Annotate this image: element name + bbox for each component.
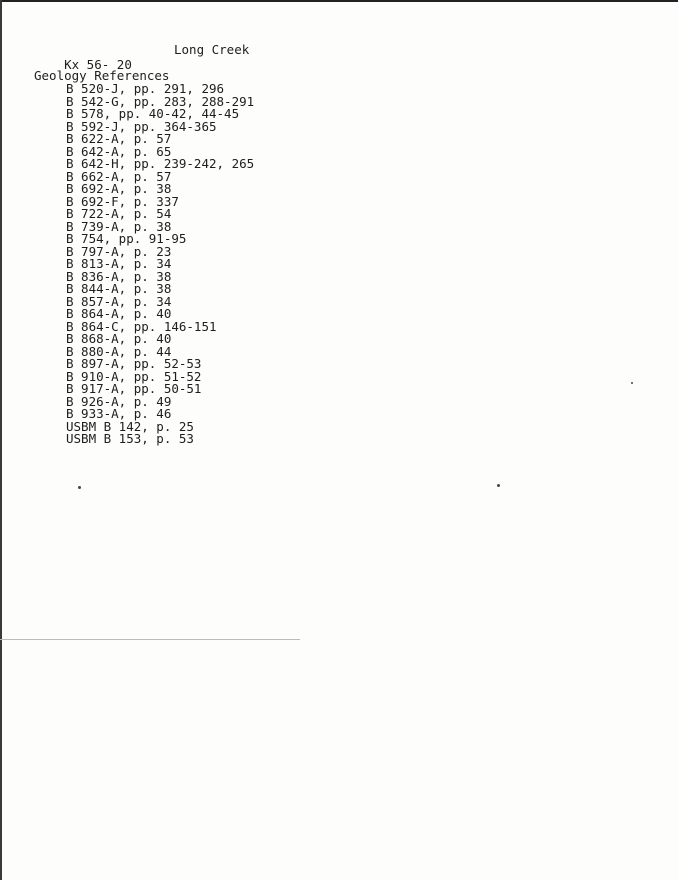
reference-item: B 622-A, p. 57 <box>66 131 172 146</box>
page-top-edge <box>0 0 678 2</box>
reference-item: B 692-A, p. 38 <box>66 181 172 196</box>
reference-item: B 864-A, p. 40 <box>66 306 172 321</box>
reference-item: B 864-C, pp. 146-151 <box>66 318 217 334</box>
reference-item: B 520-J, pp. 291, 296 <box>66 81 225 96</box>
reference-item: B 933-A, p. 46 <box>66 406 172 421</box>
reference-item: B 542-G, pp. 283, 288-291 <box>66 93 255 109</box>
paper-speck <box>497 484 500 487</box>
record-location: Long Creek <box>174 42 250 57</box>
reference-item: B 592-J, pp. 364-365 <box>66 118 217 134</box>
reference-item: B 578, pp. 40-42, 44-45 <box>66 106 240 121</box>
page-left-edge <box>0 0 2 880</box>
reference-item: B 642-H, pp. 239-242, 265 <box>66 156 255 171</box>
reference-item: B 897-A, pp. 52-53 <box>66 356 202 371</box>
paper-speck <box>631 382 633 384</box>
reference-list <box>66 83 254 446</box>
reference-item: B 868-A, p. 40 <box>66 331 172 346</box>
reference-item: B 662-A, p. 57 <box>66 168 172 184</box>
reference-item: B 692-F, p. 337 <box>66 193 179 209</box>
reference-item: B 844-A, p. 38 <box>66 281 172 296</box>
record-id: Kx 56- 20 <box>64 57 132 72</box>
page-fold-line <box>0 639 300 640</box>
reference-item: B 917-A, pp. 50-51 <box>66 381 202 396</box>
reference-item: B 739-A, p. 38 <box>66 218 172 234</box>
reference-item: B 813-A, p. 34 <box>66 256 172 271</box>
reference-item: B 797-A, p. 23 <box>66 243 172 259</box>
reference-item: B 754, pp. 91-95 <box>66 231 187 246</box>
reference-item: B 857-A, p. 34 <box>66 293 172 309</box>
reference-item: USBM B 142, p. 25 <box>66 418 194 434</box>
reference-item: B 880-A, p. 44 <box>66 343 172 359</box>
reference-item: B 642-A, p. 65 <box>66 143 172 159</box>
section-title: Geology References <box>34 68 170 83</box>
reference-item: B 836-A, p. 38 <box>66 268 172 284</box>
reference-item: B 722-A, p. 54 <box>66 206 172 221</box>
reference-item: USBM B 153, p. 53 <box>66 431 194 446</box>
reference-item: B 926-A, p. 49 <box>66 393 172 409</box>
reference-item: B 910-A, pp. 51-52 <box>66 368 202 384</box>
paper-speck <box>78 486 81 489</box>
